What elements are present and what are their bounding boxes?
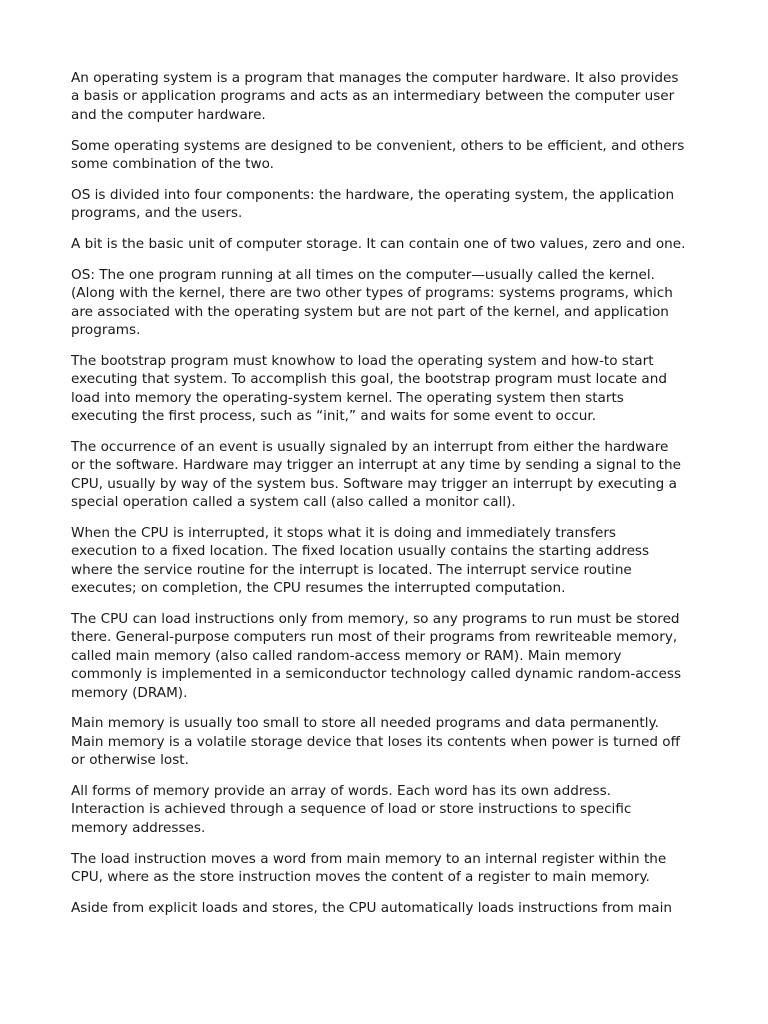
paragraph-automatic-loads: Aside from explicit loads and stores, the CPU automatically loads instructions from main	[71, 899, 673, 916]
paragraph-bootstrap: The bootstrap program must knowhow to load the operating system and how-to start executing that system. To accomplish this goal, the bootstrap program must locate and load into memory the operating-system kernel. The operating system then starts executing the first process, such as “init,” and waits for some event to occur.	[71, 352, 668, 425]
paragraph-os-components: OS is divided into four components: the hardware, the operating system, the application programs, and the users.	[71, 186, 675, 222]
paragraph-os-goals: Some operating systems are designed to be convenient, others to be efficient, and others some combination of the two.	[71, 137, 685, 173]
paragraph-main-memory: The CPU can load instructions only from memory, so any programs to run must be stored there. General-purpose computers run most of their programs from rewriteable memory, called main memory (also called random-access memory or RAM). Main memory commonly is implemented in a semiconductor technology called dynamic random-access memory (DRAM).	[71, 610, 682, 701]
paragraph-os-definition: An operating system is a program that manages the computer hardware. It also provides a basis or application programs and acts as an intermediary between the computer user and the computer hardware.	[71, 70, 679, 123]
paragraph-volatile-memory: Main memory is usually too small to store all needed programs and data permanently. Main memory is a volatile storage device that loses its contents when power is turned off or otherwise lost.	[71, 715, 680, 769]
paragraph-load-store: The load instruction moves a word from main memory to an internal register within the CPU, where as the store instruction moves the content of a register to main memory.	[71, 850, 667, 885]
paragraph-memory-words: All forms of memory provide an array of words. Each word has its own address. Interaction is achieved through a sequence of load or store instructions to specific memory addresses.	[71, 782, 632, 836]
paragraph-bit: A bit is the basic unit of computer storage. It can contain one of two values, zero and one.	[71, 236, 686, 253]
document-page	[71, 69, 701, 930]
paragraph-interrupt-handling: When the CPU is interrupted, it stops what it is doing and immediately transfers execution to a fixed location. The fixed location usually contains the starting address where the service routine for the interrupt is located. The interrupt service routine executes; on completion, the CPU resumes the interrupted computation.	[71, 524, 650, 597]
paragraph-kernel: OS: The one program running at all times on the computer—usually called the kernel. (Along with the kernel, there are two other types of programs: systems programs, which are associated with the operating system but are not part of the kernel, and application programs.	[71, 266, 673, 339]
paragraph-interrupt-event: The occurrence of an event is usually signaled by an interrupt from either the hardware or the software. Hardware may trigger an interrupt at any time by sending a signal to the CPU, usually by way of the system bus. Software may trigger an interrupt by executing a special operation called a system call (also called a monitor call).	[71, 438, 681, 511]
